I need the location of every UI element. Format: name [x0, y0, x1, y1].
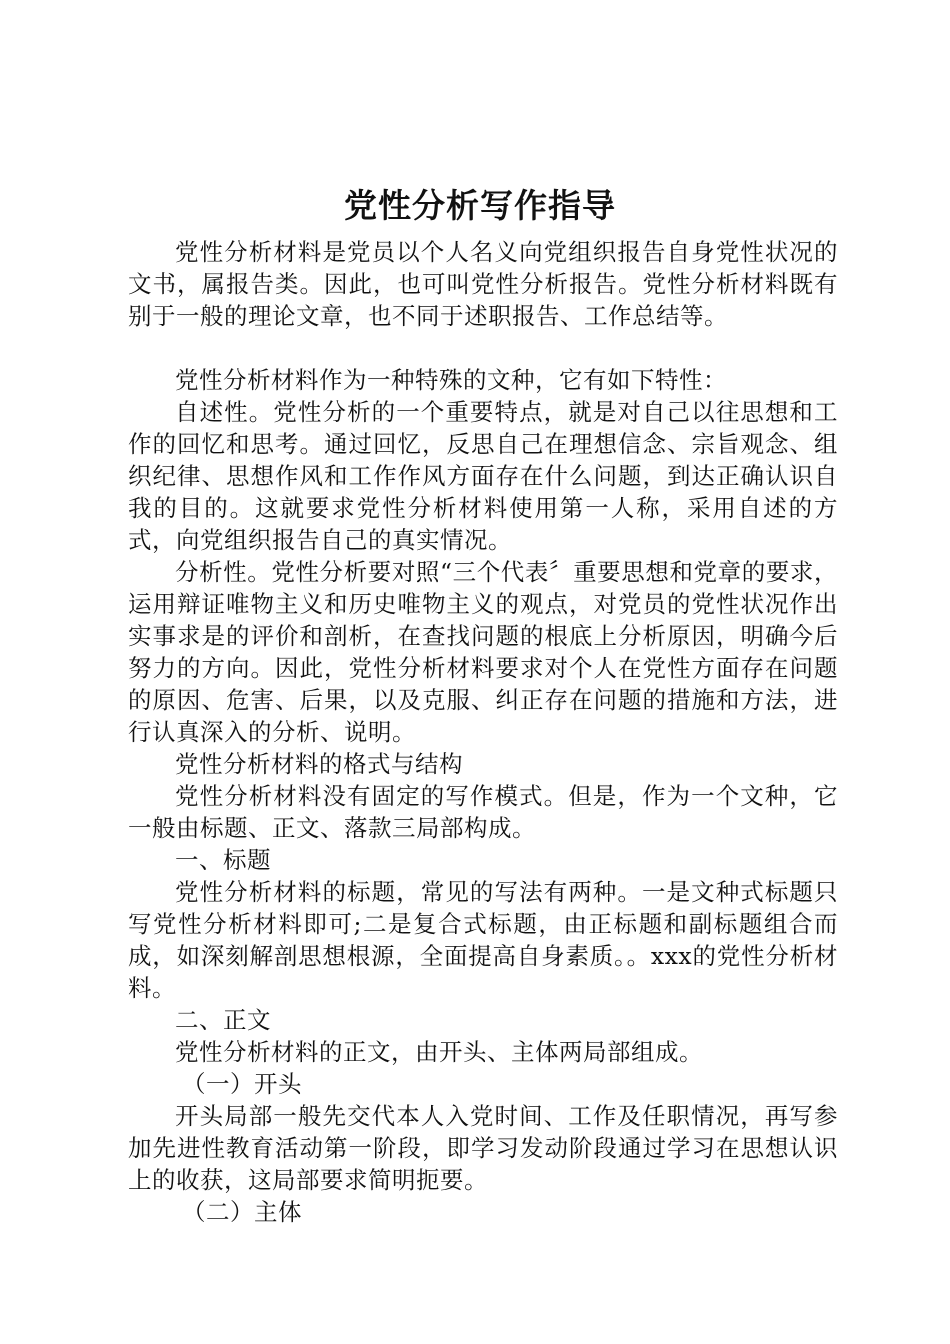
- subsection-heading-main: （二）主体: [182, 1198, 303, 1226]
- paragraph-characteristics-lead: 党性分析材料作为一种特殊的文种，它有如下特性：: [175, 366, 727, 394]
- paragraph-format-overview: 党性分析材料没有固定的写作模式。但是，作为一个文种，它一般由标题、正文、落款三局部构成。: [128, 782, 838, 842]
- document-body: [128, 236, 838, 1228]
- section-heading-title: 一、标题: [175, 846, 271, 874]
- paragraph-title-forms: 党性分析材料的标题，常见的写法有两种。一是文种式标题只写党性分析材料即可;二是复合式标题，由正标题和副标题组合而成，如深刻解剖思想根源，全面提高自身素质。。xxx的党性分析材料。: [128, 878, 838, 1002]
- paragraph-self-narrative: 自述性。党性分析的一个重要特点，就是对自己以往思想和工作的回忆和思考。通过回忆，反思自己在理想信念、宗旨观念、组织纪律、思想作风和工作作风方面存在什么问题，到达正确认识自我的目的。这就要求党性分析材料使用第一人称，采用自述的方式，向党组织报告自己的真实情况。: [128, 398, 838, 554]
- subsection-heading-opening: （一）开头: [182, 1070, 303, 1098]
- section-heading-body: 二、正文: [175, 1006, 271, 1034]
- paragraph-body-overview: 党性分析材料的正文，由开头、主体两局部组成。: [175, 1038, 703, 1066]
- paragraph-analytical: 分析性。党性分析要对照“三个代表〞重要思想和党章的要求，运用辩证唯物主义和历史唯物主义的观点，对党员的党性状况作出实事求是的评价和剖析，在查找问题的根底上分析原因，明确今后努力的方向。因此，党性分析材料要求对个人在党性方面存在问题的原因、危害、后果，以及克服、纠正存在问题的措施和方法，进行认真深入的分析、说明。: [128, 558, 838, 746]
- section-heading-format-structure: 党性分析材料的格式与结构: [175, 750, 463, 778]
- document-title: 党性分析写作指导: [344, 186, 616, 225]
- paragraph-opening: 开头局部一般先交代本人入党时间、工作及任职情况，再写参加先进性教育活动第一阶段，即学习发动阶段通过学习在思想认识上的收获，这局部要求简明扼要。: [128, 1102, 838, 1194]
- paragraph-intro: 党性分析材料是党员以个人名义向党组织报告自身党性状况的文书，属报告类。因此，也可叫党性分析报告。党性分析材料既有别于一般的理论文章，也不同于述职报告、工作总结等。: [128, 238, 838, 330]
